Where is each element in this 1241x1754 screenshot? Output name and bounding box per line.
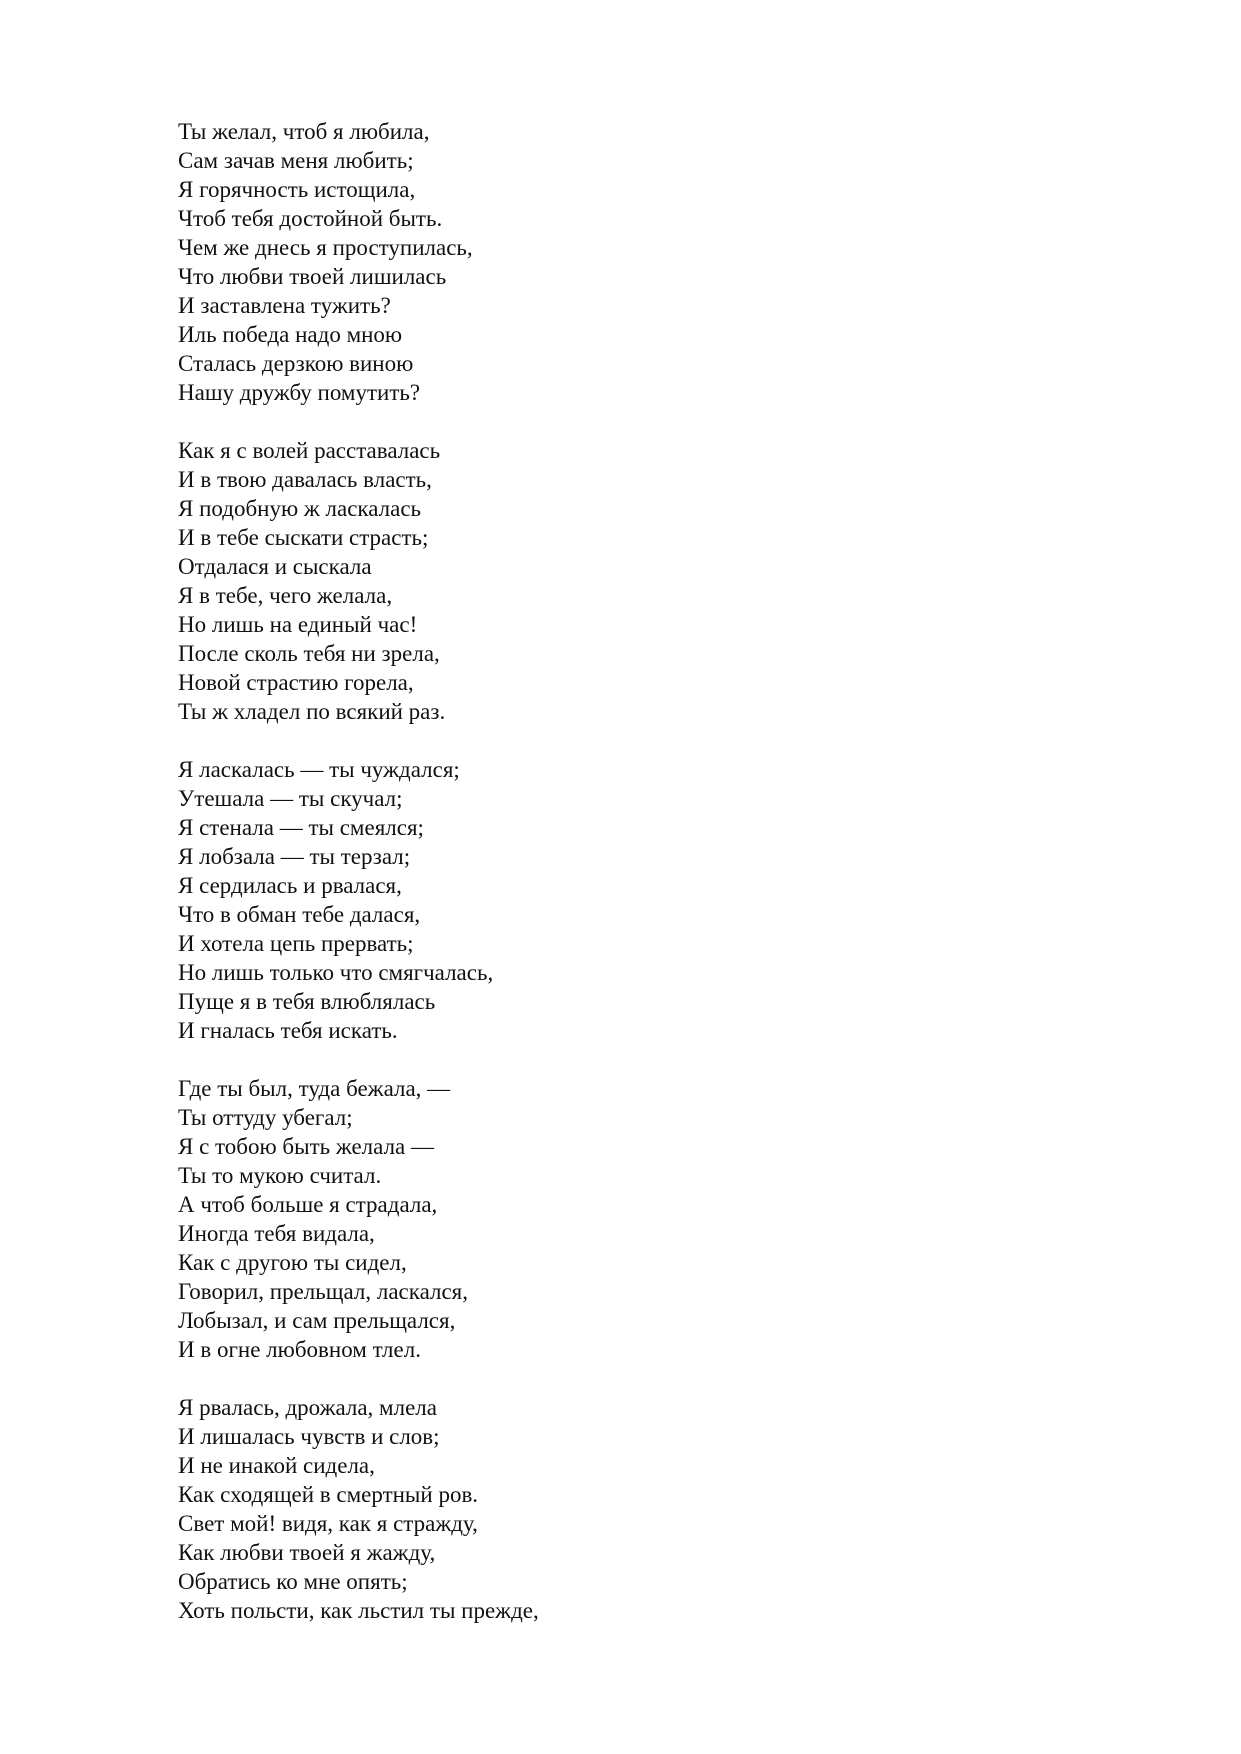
poem-line: Но лишь на единый час! (178, 612, 418, 637)
poem-line: Я стенала — ты смеялся; (178, 815, 424, 840)
poem-line: Пуще я в тебя влюблялась (178, 989, 436, 1014)
poem-line: Я сердилась и рвалася, (178, 873, 402, 898)
poem-line: Новой страстию горела, (178, 670, 414, 695)
poem-line: Отдалася и сыскала (178, 554, 372, 579)
poem-line: И лишалась чувств и слов; (178, 1424, 440, 1449)
stanza (178, 436, 1078, 726)
poem-line: И в твою давалась власть, (178, 467, 432, 492)
poem-line: Я ласкалась — ты чуждался; (178, 757, 460, 782)
poem-line: Сам зачав меня любить; (178, 148, 414, 173)
poem-line: И гналась тебя искать. (178, 1018, 398, 1043)
poem-line: Где ты был, туда бежала, — (178, 1076, 451, 1101)
poem-line: Как я с волей расставалась (178, 438, 441, 463)
poem-line: Обратись ко мне опять; (178, 1569, 408, 1594)
poem-line: Я в тебе, чего желала, (178, 583, 393, 608)
poem-line: Иль победа надо мною (178, 322, 403, 347)
poem-line: И в огне любовном тлел. (178, 1337, 421, 1362)
poem-line: И не инакой сидела, (178, 1453, 375, 1478)
poem-line: Ты то мукою считал. (178, 1163, 382, 1188)
poem-line: И хотела цепь прервать; (178, 931, 414, 956)
poem-line: Но лишь только что смягчалась, (178, 960, 494, 985)
poem-line: Чем же днесь я проступилась, (178, 235, 473, 260)
poem-line: Свет мой! видя, как я стражду, (178, 1511, 478, 1536)
stanza (178, 1393, 1078, 1625)
poem-line: Как любви твоей я жажду, (178, 1540, 436, 1565)
poem-line: Я с тобою быть желала — (178, 1134, 434, 1159)
stanza (178, 755, 1078, 1045)
poem-text (178, 117, 1078, 1654)
poem-line: Чтоб тебя достойной быть. (178, 206, 443, 231)
poem-line: Я подобную ж ласкалась (178, 496, 422, 521)
poem-line: После сколь тебя ни зрела, (178, 641, 440, 666)
poem-line: Я лобзала — ты терзал; (178, 844, 411, 869)
poem-line: Ты оттуду убегал; (178, 1105, 353, 1130)
poem-line: А чтоб больше я страдала, (178, 1192, 438, 1217)
stanza (178, 117, 1078, 407)
poem-line: Ты ж хладел по всякий раз. (178, 699, 446, 724)
poem-line: Как сходящей в смертный ров. (178, 1482, 479, 1507)
poem-line: И в тебе сыскати страсть; (178, 525, 429, 550)
poem-line: И заставлена тужить? (178, 293, 391, 318)
poem-line: Иногда тебя видала, (178, 1221, 375, 1246)
poem-line: Ты желал, чтоб я любила, (178, 119, 430, 144)
poem-line: Я горячность истощила, (178, 177, 416, 202)
poem-line: Сталась дерзкою виною (178, 351, 414, 376)
poem-line: Нашу дружбу помутить? (178, 380, 421, 405)
poem-line: Хоть польсти, как льстил ты прежде, (178, 1598, 539, 1623)
poem-line: Как с другою ты сидел, (178, 1250, 407, 1275)
poem-line: Лобызал, и сам прельщался, (178, 1308, 456, 1333)
stanza (178, 1074, 1078, 1364)
poem-line: Я рвалась, дрожала, млела (178, 1395, 437, 1420)
poem-line: Что в обман тебе далася, (178, 902, 421, 927)
poem-line: Говорил, прельщал, ласкался, (178, 1279, 468, 1304)
poem-line: Что любви твоей лишилась (178, 264, 447, 289)
poem-line: Утешала — ты скучал; (178, 786, 403, 811)
